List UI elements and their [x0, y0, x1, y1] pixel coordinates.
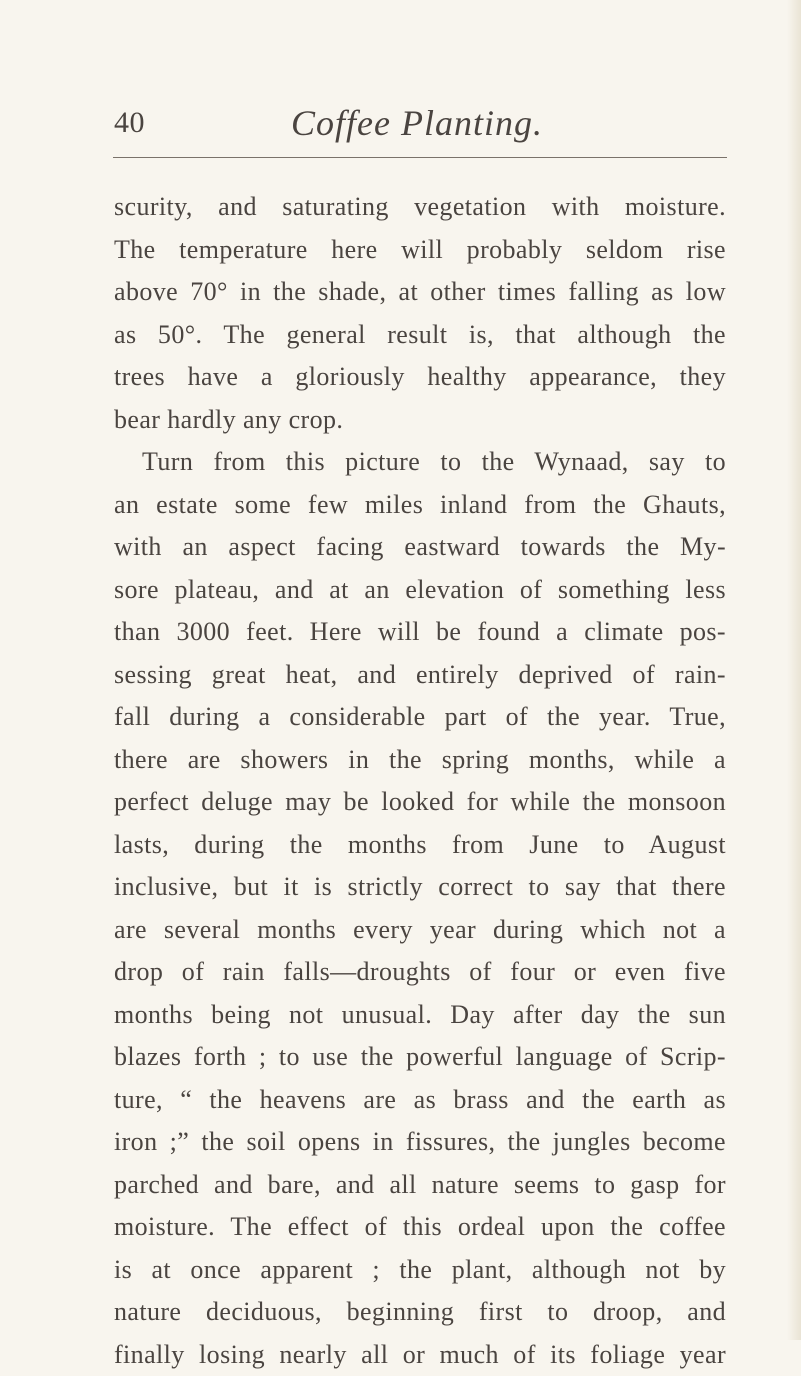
- text-line: parched and bare, and all nature seems to gasp for: [114, 1164, 726, 1207]
- text-line: nature deciduous, beginning first to droop, and: [114, 1291, 726, 1334]
- text-line: than 3000 feet. Here will be found a climate pos-: [114, 611, 726, 654]
- text-line: drop of rain falls—droughts of four or even five: [114, 951, 726, 994]
- text-line: blazes forth ; to use the powerful language of Scrip-: [114, 1036, 726, 1079]
- text-line: as 50°. The general result is, that although the: [114, 314, 726, 357]
- text-line: scurity, and saturating vegetation with moisture.: [114, 186, 726, 229]
- text-line: sessing great heat, and entirely deprived of rain-: [114, 654, 726, 697]
- text-line: an estate some few miles inland from the Ghauts,: [114, 484, 726, 527]
- text-line: moisture. The effect of this ordeal upon the coffee: [114, 1206, 726, 1249]
- text-line: bear hardly any crop.: [114, 399, 726, 442]
- text-line: are several months every year during which not a: [114, 909, 726, 952]
- text-line: perfect deluge may be looked for while the monsoon: [114, 781, 726, 824]
- text-line: months being not unusual. Day after day the sun: [114, 994, 726, 1037]
- text-line: Turn from this picture to the Wynaad, say to: [114, 441, 726, 484]
- text-line: lasts, during the months from June to August: [114, 824, 726, 867]
- body-text: [114, 186, 726, 1376]
- text-line: there are showers in the spring months, while a: [114, 739, 726, 782]
- text-line: inclusive, but it is strictly correct to say that there: [114, 866, 726, 909]
- text-line: is at once apparent ; the plant, although not by: [114, 1249, 726, 1292]
- text-line: above 70° in the shade, at other times falling as low: [114, 271, 726, 314]
- page-edge-shadow: [787, 0, 801, 1340]
- text-line: iron ;” the soil opens in fissures, the jungles become: [114, 1121, 726, 1164]
- text-line: The temperature here will probably seldom rise: [114, 229, 726, 272]
- header-rule: [113, 157, 727, 158]
- text-line: trees have a gloriously healthy appearance, they: [114, 356, 726, 399]
- page-header: [114, 103, 724, 153]
- text-line: ture, “ the heavens are as brass and the earth as: [114, 1079, 726, 1122]
- running-title: Coffee Planting.: [291, 103, 543, 143]
- text-line: fall during a considerable part of the year. True,: [114, 696, 726, 739]
- text-line: sore plateau, and at an elevation of something less: [114, 569, 726, 612]
- text-line: with an aspect facing eastward towards the My-: [114, 526, 726, 569]
- text-line: finally losing nearly all or much of its foliage year: [114, 1334, 726, 1376]
- page-number: 40: [114, 103, 145, 143]
